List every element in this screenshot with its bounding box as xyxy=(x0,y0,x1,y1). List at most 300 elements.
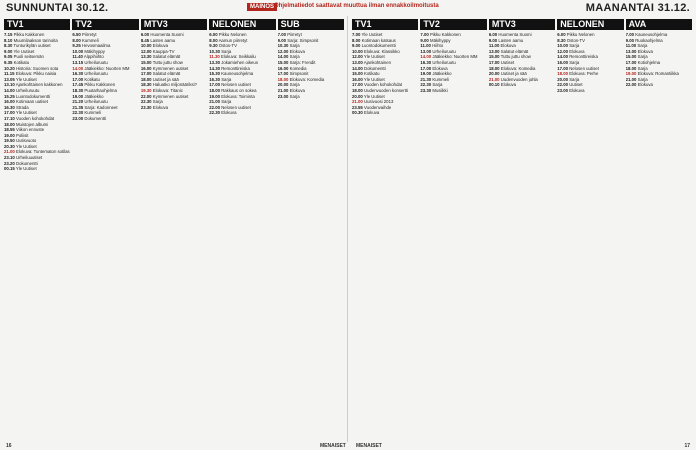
program-title: Urheiluuutiset xyxy=(15,155,43,161)
program-time: 13.00 xyxy=(488,48,500,54)
program-time: 14.00 xyxy=(557,54,568,60)
program-time: 16.30 xyxy=(4,104,15,110)
program-time: 14.00 xyxy=(420,54,432,60)
program-title: Sarja xyxy=(637,43,648,49)
program-time: 21.00 xyxy=(209,99,220,105)
program-time: 18.30 xyxy=(72,87,84,93)
program-title: Mäkihyppy xyxy=(84,48,105,54)
program-title: Vuoden kohokohdat xyxy=(363,82,403,88)
program-title: Luontodokumentti xyxy=(15,93,51,99)
program-time: 18.00 xyxy=(209,87,220,93)
program-title: Yle Uutiset xyxy=(363,93,385,99)
program-time: 13.30 xyxy=(209,59,220,65)
program-title: Nelosen uutiset xyxy=(569,65,599,71)
program-time: 11.00 xyxy=(488,43,500,49)
top-bar xyxy=(0,0,696,16)
program-time: 11.00 xyxy=(625,43,637,49)
program-time: 9.00 xyxy=(420,37,429,43)
program-title: Remonttireiska xyxy=(569,54,598,60)
program-title: Elokuva xyxy=(221,110,237,116)
program-time: 9.25 xyxy=(72,43,81,49)
program-title: Sarja xyxy=(637,76,648,82)
program-listing xyxy=(141,105,207,111)
program-time: 8.00 xyxy=(72,37,81,43)
program-listing xyxy=(420,88,486,94)
program-title: Piirretyt xyxy=(287,32,302,37)
program-title: Urheiluruutu xyxy=(84,71,108,77)
program-title: Vuodenvaihde xyxy=(363,104,392,110)
program-time: 22.00 xyxy=(625,82,637,88)
program-time: 8.00 xyxy=(209,37,218,43)
program-title: Komedia xyxy=(289,65,307,71)
program-time: 23.10 xyxy=(4,155,15,161)
program-title: Uutisvuoto xyxy=(15,138,37,144)
program-title: Kymmenen uutiset xyxy=(152,93,189,99)
program-time: 21.35 xyxy=(72,104,84,110)
program-time: 9.00 xyxy=(625,37,634,43)
program-title: Elokuva xyxy=(432,65,448,71)
program-title: Pikku Nelonen xyxy=(218,32,247,37)
schedule-column xyxy=(209,16,275,442)
program-time: 22.00 xyxy=(557,82,568,88)
program-time: 17.00 xyxy=(140,71,152,77)
program-time: 15.00 xyxy=(488,54,500,60)
program-time: 7.00 xyxy=(277,32,286,37)
program-title: Sarja xyxy=(569,76,580,82)
schedule-column xyxy=(72,16,138,442)
program-time: 20.00 xyxy=(352,93,363,99)
program-title: Ruokaohjelma xyxy=(635,37,663,43)
program-time: 19.00 xyxy=(4,132,15,138)
footer xyxy=(0,442,696,450)
program-time: 23.20 xyxy=(4,160,15,166)
ad-disclaimer: Ohjelmatiedot saattavat muuttua ilman ennakkoilmoitusta xyxy=(274,3,439,9)
program-time: 21.00 xyxy=(352,99,363,105)
program-title: Sarja xyxy=(432,82,443,88)
channel-heading: TV2 xyxy=(420,19,486,30)
program-time: 20.00 xyxy=(488,71,500,77)
program-time: 9.00 xyxy=(352,43,361,49)
program-title: Jääkiekko xyxy=(84,93,104,99)
program-time: 13.05 xyxy=(4,76,15,82)
program-title: Elokuva: Toiminta xyxy=(221,93,255,99)
program-time: 19.50 xyxy=(4,138,15,144)
program-title: Kotikatu xyxy=(363,71,380,77)
program-time: 8.45 xyxy=(140,37,150,43)
program-title: Jääkiekko: Nuorten MM xyxy=(84,65,130,71)
program-title: Dokumentti xyxy=(15,160,38,166)
program-time: 15.00 xyxy=(140,59,152,65)
program-time: 13.00 xyxy=(625,48,637,54)
program-title: Elokuva: Tuntematon sotilas xyxy=(15,149,70,155)
program-title: Simpsonit xyxy=(289,71,309,77)
program-time: 11.30 xyxy=(209,54,220,60)
program-title: Sarja: Kadonneet xyxy=(84,104,118,110)
program-title: Dokumentti xyxy=(84,115,107,121)
program-time: 15.30 xyxy=(209,71,220,77)
program-title: Nelosen uutiset xyxy=(221,104,251,110)
program-time: 8.30 xyxy=(4,43,13,49)
program-time: 10.30 xyxy=(277,43,289,49)
program-time: 11.40 xyxy=(72,54,83,60)
program-time: 18.00 xyxy=(277,76,289,82)
program-title: Yle Uutiset xyxy=(361,32,383,37)
program-title: Kauneusohjelma xyxy=(221,71,254,77)
program-title: Ajankohtainen kakkonen xyxy=(15,82,63,88)
program-time: 9.05 xyxy=(4,54,13,60)
left-page xyxy=(0,16,348,442)
program-time: 14.00 xyxy=(4,87,15,93)
program-time: 18.00 xyxy=(557,71,568,77)
program-title: Yle Uutiset xyxy=(15,166,37,172)
program-time: 9.35 xyxy=(4,59,13,65)
program-title: Puutarhaohjelma xyxy=(84,87,117,93)
program-title: Viikon ennuste xyxy=(15,127,45,133)
program-time: 16.00 xyxy=(4,99,15,105)
program-title: Pikku Kakkonen xyxy=(84,82,116,88)
program-title: Elokuva xyxy=(289,87,305,93)
program-time: 11.15 xyxy=(4,71,15,77)
program-title: Elokuva xyxy=(569,87,585,93)
magazine-name-left: MENAISET xyxy=(320,443,346,449)
program-title: Tunturikylän uutiset xyxy=(13,43,51,49)
program-title: Musiikki xyxy=(432,87,448,93)
program-title: Vuoden kohokohdat xyxy=(15,115,55,121)
program-time: 18.00 xyxy=(625,65,637,71)
program-time: 18.00 xyxy=(488,65,500,71)
program-title: Elokuva: Komedia xyxy=(289,76,325,82)
program-time: 17.00 xyxy=(277,71,289,77)
program-listing xyxy=(626,82,692,88)
program-title: Piirretyt xyxy=(81,32,97,37)
program-time: 18.00 xyxy=(140,76,152,82)
schedule-column xyxy=(489,16,555,442)
program-time: 9.00 xyxy=(277,37,286,43)
program-title: Kotikatu xyxy=(13,59,30,65)
program-title: Salatut elämät xyxy=(152,54,181,60)
program-time: 19.00 xyxy=(72,93,84,99)
program-time: 12.00 xyxy=(140,48,152,54)
program-time: 21.30 xyxy=(420,76,432,82)
channel-heading: TV1 xyxy=(4,19,70,30)
program-time: 17.00 xyxy=(72,76,84,82)
schedule-column xyxy=(141,16,207,442)
program-time: 23.00 xyxy=(557,87,568,93)
program-time: 21.20 xyxy=(72,99,84,105)
program-title: Sarja xyxy=(289,82,300,88)
program-title: Sarja xyxy=(221,76,232,82)
schedule-column xyxy=(420,16,486,442)
program-title: Yle Uutiset xyxy=(15,76,37,82)
program-title: Yle Uutiset xyxy=(15,110,37,116)
program-title: Yle Uutiset xyxy=(363,54,385,60)
program-title: Sarja xyxy=(289,93,300,99)
program-title: Yle Uutiset xyxy=(363,76,385,82)
schedule-column xyxy=(352,16,418,442)
program-title: Sarja: Frendit xyxy=(289,59,316,65)
program-time: 6.50 xyxy=(72,32,81,37)
program-title: Sarja xyxy=(152,99,163,105)
program-title: Jääkiekko: Nuorten MM xyxy=(432,54,478,60)
program-time: 19.00 xyxy=(209,93,220,99)
program-title: Elokuva: Klassikko xyxy=(363,48,400,54)
program-time: 16.00 xyxy=(140,65,152,71)
program-title: Urheiluruutu xyxy=(15,87,40,93)
program-time: 6.00 xyxy=(140,32,150,37)
program-time: 12.00 xyxy=(277,48,289,54)
program-time: 15.00 xyxy=(625,54,637,60)
program-time: 16.00 xyxy=(352,76,363,82)
program-time: 23.00 xyxy=(72,115,84,121)
program-title: Elokuva: Seikkailu xyxy=(220,54,256,60)
program-time: 22.00 xyxy=(209,104,220,110)
program-title: Nelosen uutiset xyxy=(221,82,251,88)
program-time: 8.10 xyxy=(4,37,13,43)
program-time: 10.00 xyxy=(140,43,152,49)
program-title: Tuttu juttu show xyxy=(500,54,531,60)
ad-tag: MAINOS xyxy=(247,3,277,11)
program-title: Elokuva: Komedia xyxy=(500,65,536,71)
program-title: Sarja xyxy=(569,59,580,65)
program-time: 10.00 xyxy=(352,48,363,54)
program-time: 8.00 xyxy=(352,37,361,43)
program-listing xyxy=(489,82,555,88)
program-time: 00.30 xyxy=(352,110,363,116)
program-title: Poliisit xyxy=(15,132,29,138)
program-time: 8.30 xyxy=(557,37,566,43)
program-time: 17.00 xyxy=(352,82,363,88)
schedule-column xyxy=(4,16,70,442)
program-title: Sarja: Simpsonit xyxy=(287,37,319,43)
program-time: 13.00 xyxy=(352,59,363,65)
magazine-name-right: MENAISET xyxy=(356,443,382,449)
program-title: Kummeli xyxy=(81,37,99,43)
day-heading-right: MAANANTAI 31.12. xyxy=(585,2,690,14)
program-listing xyxy=(209,110,275,116)
program-listing xyxy=(557,88,623,94)
program-time: 19.30 xyxy=(140,87,152,93)
program-title: Uutiset ja sää xyxy=(500,71,527,77)
program-title: Sarja xyxy=(289,54,300,60)
program-listing xyxy=(278,94,344,100)
program-title: Elokuva: Pikku naisia xyxy=(15,71,57,77)
program-title: Huomenta Suomi xyxy=(498,32,532,37)
program-title: Hevosmaailma xyxy=(81,43,111,49)
page-number-right: 17 xyxy=(684,443,690,449)
program-time: 7.00 xyxy=(625,32,634,37)
program-title: Elokuva xyxy=(152,104,169,110)
program-title: Pikku Nelonen xyxy=(566,32,595,37)
program-time: 22.00 xyxy=(140,93,152,99)
program-title: Kauneusohjelma xyxy=(635,32,668,37)
program-title: Uutiset ja sää xyxy=(152,76,179,82)
program-title: Ostos-TV xyxy=(218,43,237,49)
program-time: 6.00 xyxy=(557,32,566,37)
page-number-left: 16 xyxy=(6,443,12,449)
program-time: 16.30 xyxy=(420,59,432,65)
program-title: Elokuva: Titanic xyxy=(152,87,183,93)
program-title: Yle Uutiset xyxy=(15,143,37,149)
program-title: Uudenvuoden konsertti xyxy=(363,87,409,93)
program-listing xyxy=(4,166,70,172)
program-title: Uusivuosi 2013 xyxy=(363,99,394,105)
program-time: 20.00 xyxy=(277,82,289,88)
program-time: 21.00 xyxy=(488,76,500,82)
program-time: 23.55 xyxy=(352,104,363,110)
program-title: Kymmenen uutiset xyxy=(152,65,189,71)
channel-heading: SUB xyxy=(278,19,344,30)
program-title: Haluatko miljonääriksi? xyxy=(152,82,197,88)
program-time: 23.30 xyxy=(140,104,152,110)
program-time: 14.30 xyxy=(209,65,220,71)
program-time: 21.00 xyxy=(4,149,15,155)
program-time: 7.15 xyxy=(4,32,13,37)
program-time: 17.00 xyxy=(557,65,568,71)
program-title: Elokuva xyxy=(363,110,380,116)
program-time: 23.30 xyxy=(420,87,432,93)
program-title: Salatut elämät xyxy=(152,71,181,77)
program-title: Sarja xyxy=(221,99,232,105)
program-title: Jääkiekko xyxy=(432,71,452,77)
program-time: 10.00 xyxy=(557,43,568,49)
program-title: Muistojen albumi xyxy=(15,121,49,127)
program-time: 22.30 xyxy=(72,110,84,116)
program-title: Sarja xyxy=(569,43,580,49)
program-title: Uutiset xyxy=(500,59,515,65)
program-title: Elokuva xyxy=(152,43,169,49)
channel-heading: TV1 xyxy=(352,19,418,30)
program-title: Muumilaakson tarinoita xyxy=(13,37,58,43)
program-title: Pikku Kakkonen xyxy=(13,32,45,37)
program-time: 13.10 xyxy=(4,82,15,88)
program-time: 9.00 xyxy=(488,37,498,43)
program-title: Uutiset xyxy=(569,82,583,88)
program-time: 14.00 xyxy=(72,65,84,71)
program-time: 22.30 xyxy=(420,82,432,88)
program-time: 11.00 xyxy=(420,43,431,49)
program-time: 23.00 xyxy=(277,93,289,99)
program-title: Alppihiihto xyxy=(83,54,104,60)
program-title: Urheiluruutu xyxy=(84,59,108,65)
program-time: 12.00 xyxy=(352,54,363,60)
program-time: 17.00 xyxy=(625,59,637,65)
program-listing xyxy=(352,110,418,116)
program-time: 21.00 xyxy=(625,76,637,82)
program-title: Dokumentti xyxy=(363,65,386,71)
program-time: 00.10 xyxy=(488,82,500,88)
program-title: Remonttireiska xyxy=(221,65,250,71)
channel-heading: AVA xyxy=(626,19,692,30)
program-title: Lasten aamu xyxy=(150,37,176,43)
program-time: 13.15 xyxy=(72,59,84,65)
program-title: Tuttu juttu show xyxy=(152,59,183,65)
program-title: Kauppa-TV xyxy=(152,48,175,54)
program-time: 17.45 xyxy=(72,82,84,88)
program-time: 13.30 xyxy=(140,54,152,60)
program-title: Elokuva xyxy=(637,48,653,54)
program-title: Kummeli xyxy=(84,110,102,116)
program-time: 16.00 xyxy=(277,65,289,71)
program-title: Kotikatu xyxy=(84,76,100,82)
program-title: Urheiluruutu xyxy=(432,59,456,65)
program-title: Strada xyxy=(15,104,29,110)
program-time: 15.25 xyxy=(4,93,15,99)
program-time: 13.00 xyxy=(420,48,432,54)
channel-heading: NELONEN xyxy=(209,19,275,30)
program-title: Elokuva: Perhe xyxy=(569,71,599,77)
program-time: 19.00 xyxy=(625,71,637,77)
program-title: Elokuva xyxy=(289,48,305,54)
program-time: 9.30 xyxy=(209,43,218,49)
program-title: Sarja xyxy=(289,43,300,49)
program-time: 15.00 xyxy=(352,71,363,77)
program-time: 14.00 xyxy=(352,65,363,71)
program-title: Kotiohjelma xyxy=(637,59,661,65)
program-time: 10.20 xyxy=(4,65,15,71)
program-title: Ajankohtainen xyxy=(363,59,391,65)
program-title: Pikku Kakkonen xyxy=(429,32,461,37)
program-title: Jokamiehen oikeus xyxy=(221,59,258,65)
program-time: 17.00 xyxy=(420,65,432,71)
program-time: 21.00 xyxy=(277,87,289,93)
program-title: Rakkaus on sokea xyxy=(221,87,257,93)
program-time: 17.00 xyxy=(209,82,220,88)
program-title: Elokuva xyxy=(500,82,517,88)
program-time: 6.00 xyxy=(209,32,218,37)
program-title: Elokuva xyxy=(569,48,585,54)
program-time: 16.30 xyxy=(209,76,220,82)
program-title: Aamun piirretyt xyxy=(218,37,248,43)
program-time: 10.30 xyxy=(209,48,220,54)
program-time: 17.00 xyxy=(488,59,500,65)
program-title: Urheiluruutu xyxy=(84,99,108,105)
program-title: Hiihto xyxy=(432,43,444,49)
program-title: Luontodokumentti xyxy=(361,43,396,49)
program-time: 16.00 xyxy=(557,59,568,65)
program-title: Urheiluruutu xyxy=(432,48,456,54)
program-time: 17.00 xyxy=(4,110,15,116)
program-title: Sarja xyxy=(637,54,648,60)
program-time: 22.30 xyxy=(140,99,152,105)
program-title: Elokuva: Romantiikka xyxy=(637,71,679,77)
schedule-column xyxy=(278,16,344,442)
program-title: Elokuva xyxy=(500,43,516,49)
program-listing xyxy=(72,116,138,122)
program-time: 6.00 xyxy=(488,32,498,37)
program-title: Huomenta Suomi xyxy=(150,32,184,37)
program-time: 20.30 xyxy=(4,143,15,149)
program-time: 19.00 xyxy=(420,71,432,77)
channel-heading: MTV3 xyxy=(141,19,207,30)
program-title: Mäkihyppy xyxy=(429,37,451,43)
right-page xyxy=(348,16,696,442)
program-time: 18.55 xyxy=(4,127,15,133)
program-time: 00.15 xyxy=(4,166,15,172)
channel-heading: NELONEN xyxy=(557,19,623,30)
program-title: Kotimaan uutiset xyxy=(15,99,48,105)
program-title: Historia: Suomen sota xyxy=(15,65,59,71)
program-time: 18.00 xyxy=(4,121,15,127)
channel-heading: TV2 xyxy=(72,19,138,30)
program-time: 17.10 xyxy=(4,115,15,121)
schedule-column xyxy=(626,16,692,442)
program-time: 14.00 xyxy=(277,54,289,60)
program-title: Uudenvuoden juhla xyxy=(500,76,538,82)
program-title: Elokuva xyxy=(637,82,653,88)
program-title: Yle Uutiset xyxy=(13,48,35,54)
program-title: Lasten aamu xyxy=(498,37,524,43)
program-title: Kummeli xyxy=(432,76,450,82)
